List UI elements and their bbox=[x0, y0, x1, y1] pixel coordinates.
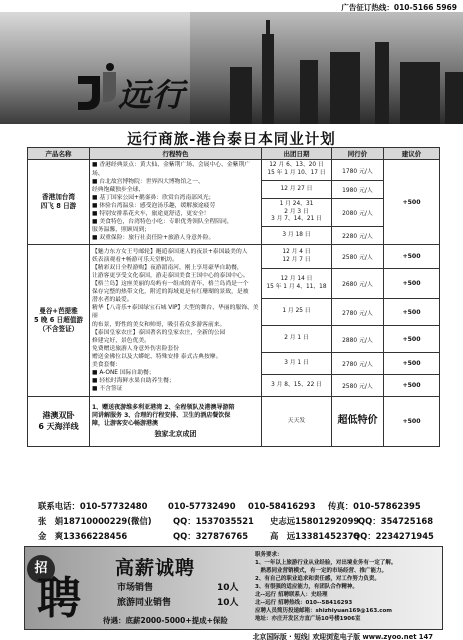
product-table bbox=[27, 147, 440, 447]
peer-price: 2780 元/人 bbox=[332, 353, 384, 375]
list-item: 市场销售 10人 bbox=[117, 583, 239, 593]
peer-price: 2880 元/人 bbox=[332, 326, 384, 353]
job-list bbox=[117, 581, 247, 611]
brand-logo-icon bbox=[70, 62, 122, 114]
peer-price: 2780 元/人 bbox=[332, 299, 384, 326]
departure-date: 3 月 18 日 bbox=[262, 227, 332, 245]
suggested-price: +500 bbox=[384, 375, 440, 397]
departure-date: 1 月 24、31 2 月 3 日 3 月 7、14、21 日 bbox=[262, 199, 332, 227]
recruit-badge: 招 bbox=[27, 555, 55, 583]
peer-price: 2080 元/人 bbox=[332, 199, 384, 227]
suggested-price: +500 bbox=[384, 269, 440, 299]
peer-price: 1980 元/人 bbox=[332, 181, 384, 199]
suggested-price: +500 bbox=[384, 245, 440, 269]
contact-row: 张 娟18710000229(微信) QQ：1537035521 史志远15801292099 QQ：354725168 bbox=[38, 516, 434, 526]
header-banner bbox=[0, 12, 463, 124]
table-row bbox=[28, 245, 440, 269]
page-footer: 北京国际版 · 短线| 欢迎浏览电子版 www.zyoo.net 147 bbox=[252, 633, 433, 640]
product-features: 1、赠送夜游维多利亚港湾 2、全程领队及港澳导游陪 同讲解服务 3、合理的行程安排、卫生的酒店餐饮保 障，让游客安心畅游港澳 独家北京成团 bbox=[90, 397, 262, 447]
departure-date: 12 月 4 日 12 月 7 日 bbox=[262, 245, 332, 269]
table-row bbox=[28, 397, 440, 447]
product-name: 港澳双卧 6 天海洋线 bbox=[28, 397, 90, 447]
departure-date: 12 月 27 日 bbox=[262, 181, 332, 199]
suggested-price: +500 bbox=[384, 353, 440, 375]
peer-price: 超低特价 bbox=[332, 397, 384, 447]
ad-hotline: 广告征订热线：010-5166 5969 bbox=[341, 3, 457, 12]
contact-row: 联系电话：010-57732480 010-57732490 010-58416293 传真：010-57862395 bbox=[38, 501, 421, 511]
recruit-big-char: 聘 bbox=[37, 573, 81, 624]
peer-price: 2680 元/人 bbox=[332, 269, 384, 299]
departure-date: 3 月 1 日 bbox=[262, 353, 332, 375]
departure-date: 12 月 14 日 15 年 1 月 4、11、18 bbox=[262, 269, 332, 299]
page-title: 远行商旅-港台泰日本同业计划 bbox=[127, 132, 336, 148]
peer-price: 2280 元/人 bbox=[332, 227, 384, 245]
suggested-price: +500 bbox=[384, 326, 440, 353]
brand-logo-text: 远行 bbox=[118, 76, 187, 114]
table-row bbox=[28, 160, 440, 181]
recruit-title: 高薪诚聘 bbox=[115, 557, 196, 579]
product-name: 曼谷+芭提雅 5 晚 6 日超值游 （不含签证） bbox=[28, 245, 90, 397]
peer-price: 1780 元/人 bbox=[332, 160, 384, 181]
departure-date: 3 月 8、15、22 日 bbox=[262, 375, 332, 397]
recruitment-ad bbox=[24, 546, 443, 630]
table-header-row: 产品名称 行程特色 出团日期 同行价 建议价 bbox=[28, 148, 440, 160]
suggested-price: +500 bbox=[384, 299, 440, 326]
departure-date: 2 月 1 日 bbox=[262, 326, 332, 353]
product-features: ■ 香港经典景点：黄大仙、金紫荆广场、会展中心、金紫荆广场、 ■ 台北故宫博物院：世界四大博物馆之一、 经典饱藏独步全球、 ■ 基丁国家公园+鹅銮鼻：欣赏台湾南部风光； ■ 体验台湾温泉：感受泡汤乐趣，缓解旅途疲劳 ■ 特别安排系花火车，旅途更舒适，更安全！ ■ 美食特色，台湾特色小吃：专职优秀领队全程陪同， 服务温馨，照顾周到； ■ 双重保险：旅行社责任险+旅游人身意外险。 bbox=[90, 160, 262, 245]
departure-date: 12 月 6、13、20 日 15 年 1 月 10、17 日 bbox=[262, 160, 332, 181]
contact-row: 金 爽13366228456 QQ：327876765 高 远13381452376 QQ：2234271945 bbox=[38, 531, 434, 541]
peer-price: 2580 元/人 bbox=[332, 375, 384, 397]
contact-info bbox=[38, 499, 458, 544]
product-features: 【魅力东方女王号邮轮】邂逅泰国迷人的夜景+泰国最美的人 妖表演观看+畅游可乐天堂帆坊。 【精彩双日全程游购】夜游湄南河，刚上享用豪华自助餐， 让游客更享受文化泰国，游走泰国美食王国中心的泰国中心。 【格兰岛】这座美丽的岛屿有一组成的青年、格兰岛尚是一个 保存完整的热带文化，附近的海域更是有红珊瑚的景致，是被 潜水者的最爱。 精华【八奇乐+泰国绿宝石城 VIP】大型的舞台、华丽的服饰、美丽 的布景，野性的美女和帅哥，吸引着众多游客前来。 【泰国皇家农庄】泰国著名的皇家农庄，全新的公园 修建完好，景色优美。 免费赠送旅游人身意外伤害险套份 赠送金佛位以及大蟒蛇、特殊安排 泰式古典按摩。 美食套餐： ■ A-ONE 国际自助餐； ■ 轻松时海鲜水果自助养生餐； ■ 不含签证 bbox=[90, 245, 262, 397]
recruit-treatment: 待遇：底薪2000-5000+提成+保险 bbox=[103, 616, 228, 625]
suggested-price: +500 bbox=[384, 397, 440, 447]
recruit-requirements: 职务要求： 1、一年以上旅游行业从业经验，对出境业务有一定了解。 熟悉同业营销模式，有一定的市场经营、推广能力。 2、有自己的职业追求和责任感，对工作努力负责。 3、有很强的适应能力，有团队合作精神。 北--远行 招聘联系人：史经理 北--远行 招聘热线：010--58416293 应聘人员简历投递邮箱：shizhiyuan169@163.com 地址：亦庄开发区方直广场10号楼1906室 bbox=[255, 552, 397, 622]
list-item: 旅游同业销售 10人 bbox=[117, 598, 239, 608]
departure-date: 1 月 25 日 bbox=[262, 299, 332, 326]
departure-date: 天天发 bbox=[262, 397, 332, 447]
product-name: 香港加台湾 四飞 8 日游 bbox=[28, 160, 90, 245]
peer-price: 2580 元/人 bbox=[332, 245, 384, 269]
suggested-price: +500 bbox=[384, 160, 440, 245]
